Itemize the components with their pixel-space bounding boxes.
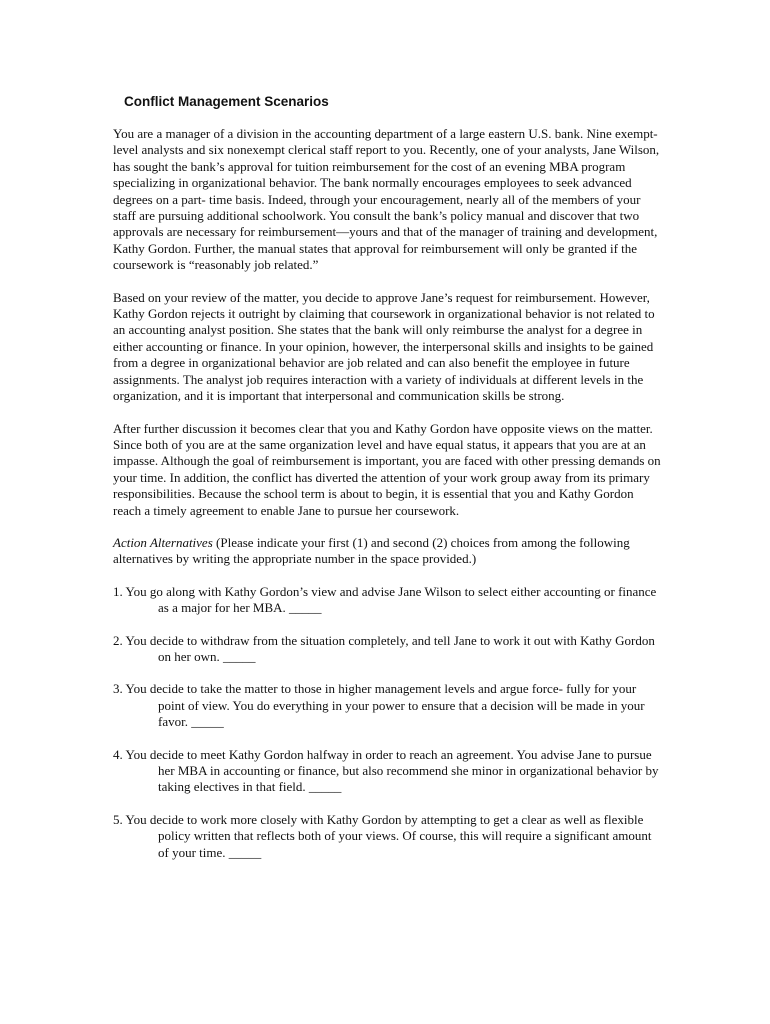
scenario-paragraph-2: Based on your review of the matter, you decide to approve Jane’s request for reimbursement. However, Kathy Gordon rejects it outright by claiming that coursework in organizational behavior is not related to an accounting analyst position. She states that the bank will only reimburse the analyst for a degree in either accounting or finance. In your opinion, however, the interpersonal skills and insights to be gained from a degree in organizational behavior are job related and can also benefit the employee in future assignments. The analyst job requires interaction with a variety of individuals at different levels in the organization, and it is important that interpersonal and communication skills be strong. xyxy=(113,289,655,404)
page-title: Conflict Management Scenarios xyxy=(124,94,329,109)
action-alternatives-intro xyxy=(113,535,661,568)
alternative-item-1: 1. You go along with Kathy Gordon’s view and advise Jane Wilson to select either accounting or finance as a major for her MBA. _____ xyxy=(113,583,657,616)
alternative-item-4: 4. You decide to meet Kathy Gordon halfway in order to reach an agreement. You advise Jane to pursue her MBA in accounting or finance, but also recommend she minor in organizational behavior by taking electives in that field. _____ xyxy=(113,746,659,795)
action-alternatives-instructions: (Please indicate your first (1) and second (2) choices from among the following alternatives by writing the appropriate number in the space provided.) xyxy=(113,534,630,567)
alternative-item-5: 5. You decide to work more closely with Kathy Gordon by attempting to get a clear as well as flexible policy written that reflects both of your views. Of course, this will require a significant amount of your time. _____ xyxy=(113,811,652,860)
scenario-paragraph-1: You are a manager of a division in the accounting department of a large eastern U.S. bank. Nine exempt-level analysts and six nonexempt clerical staff report to you. Recently, one of your analysts, Jane Wilson, has sought the bank’s approval for tuition reimbursement for the cost of an evening MBA program specializing in organizational behavior. The bank normally encourages employees to seek advanced degrees on a part- time basis. Indeed, through your encouragement, nearly all of the members of your staff are pursuing additional schoolwork. You consult the bank’s policy manual and discover that two approvals are necessary for reimbursement—yours and that of the manager of training and development, Kathy Gordon. Further, the manual states that approval for reimbursement will only be granted if the coursework is “reasonably job related.” xyxy=(113,126,660,273)
scenario-paragraph-3: After further discussion it becomes clear that you and Kathy Gordon have opposite views on the matter. Since both of you are at the same organization level and have equal status, it appears that you are at an impasse. Although the goal of reimbursement is important, you are faced with other pressing demands on your time. In addition, the conflict has diverted the attention of your work group away from its primary responsibilities. Because the school term is about to begin, it is essential that you and Kathy Gordon reach a timely agreement to enable Jane to pursue her coursework. xyxy=(113,420,661,518)
action-alternatives-heading: Action Alternatives xyxy=(113,534,213,550)
alternative-item-3: 3. You decide to take the matter to those in higher management levels and argue force- fully for your point of view. You do everything in your power to ensure that a decision will be made in your favor. _____ xyxy=(113,681,645,730)
alternative-item-2: 2. You decide to withdraw from the situation completely, and tell Jane to work it out with Kathy Gordon on her own. _____ xyxy=(113,632,655,664)
document-body xyxy=(113,126,661,877)
